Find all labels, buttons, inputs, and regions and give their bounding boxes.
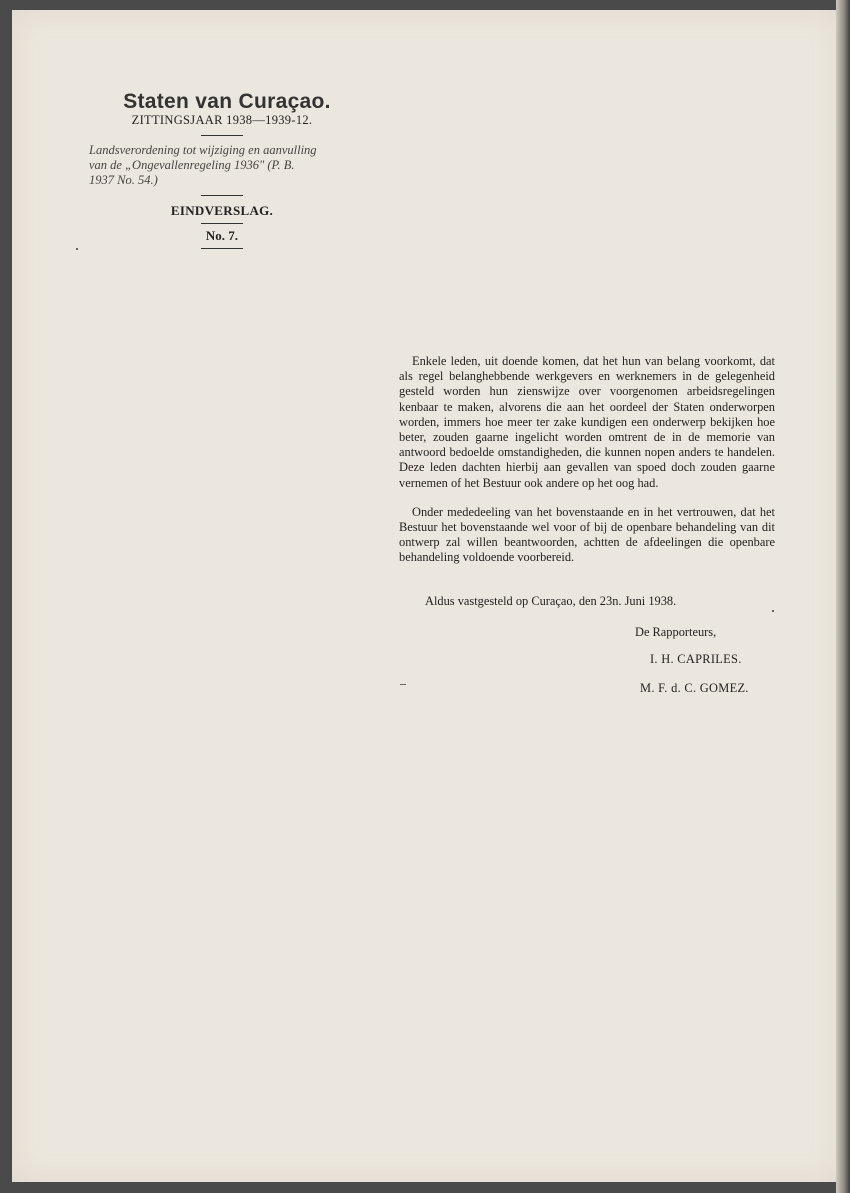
divider: [201, 135, 243, 136]
paragraph: Enkele leden, uit doende komen, dat het hun van belang voorkomt, dat als regel belanghebbende werkgevers en werknemers in de gelegenheid gesteld worden hun zienswijze over voorgenomen arbeidsregelingen kenbaar te maken, alvorens die aan het oordeel der Staten onderworpen worden, immers hoe meer ter zake kundigen een onderwerp bekijken hoe beter, zouden gaarne ingelicht worden omtrent de in de memorie van antwoord bedoelde omstandigheden, die kunnen nopen anders te handelen. Deze leden dachten hierbij aan gevallen van spoed doch zouden gaarne vernemen of het Bestuur ook andere op het oog had.: [399, 354, 775, 490]
paper-speck: [76, 248, 78, 250]
subject-text: [72, 143, 372, 188]
rapporteur-name: I. H. CAPRILES.: [650, 652, 742, 666]
rapporteurs-label: De Rapporteurs,: [635, 625, 717, 639]
subject-line-1: Landsverordening tot wijziging en aanvulling: [89, 143, 317, 157]
document-page: [12, 10, 840, 1182]
report-body: [399, 354, 775, 580]
rapporteur-name: M. F. d. C. GOMEZ.: [640, 681, 749, 695]
report-type: EINDVERSLAG.: [170, 203, 274, 218]
document-title: Staten van Curaçao.: [123, 90, 331, 113]
divider: [201, 195, 243, 196]
paper-speck: [772, 610, 774, 612]
subject-line-2: van de „Ongevallenregeling 1936" (P. B.: [89, 158, 295, 172]
paper-speck: [400, 684, 406, 685]
paragraph: Onder mededeeling van het bovenstaande en in het vertrouwen, dat het Bestuur het bovenstaande wel voor of bij de openbare behandeling van dit ontwerp zal willen beantwoorden, achtten de afdeelingen die openbare behandeling voldoende voorbereid.: [399, 504, 775, 565]
page-edge-shadow: [836, 0, 850, 1193]
divider: [201, 223, 243, 224]
document-header: [72, 90, 372, 253]
session-line: ZITTINGSJAAR 1938—1939-12.: [131, 113, 313, 127]
signoff-line: Aldus vastgesteld op Curaçao, den 23n. Juni 1938.: [425, 594, 677, 608]
subject-line-3: 1937 No. 54.): [89, 173, 158, 187]
report-number: No. 7.: [205, 228, 239, 243]
divider: [201, 248, 243, 249]
